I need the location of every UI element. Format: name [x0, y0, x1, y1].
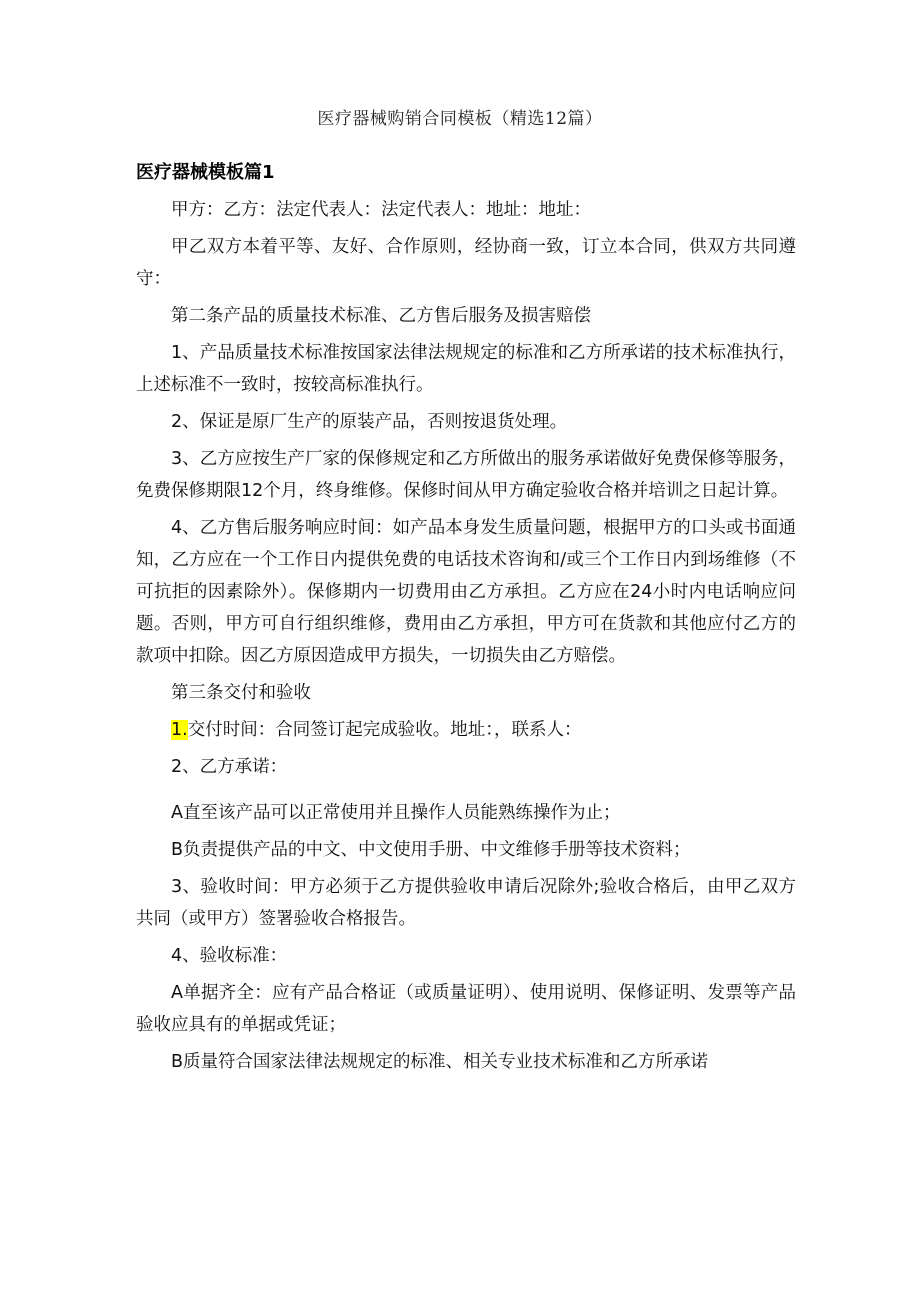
paragraph-standard-b: B质量符合国家法律法规规定的标准、相关专业技术标准和乙方所承诺 — [171, 1052, 709, 1072]
paragraph-article-3-heading: 第三条交付和验收 — [171, 683, 311, 703]
paragraph-article-2-heading: 第二条产品的质量技术标准、乙方售后服务及损害赔偿 — [171, 306, 591, 326]
paragraph-preamble: 甲乙双方本着平等、友好、合作原则，经协商一致，订立本合同，供双方共同遵守： — [136, 237, 796, 289]
paragraph-acceptance-standard: 4、验收标准： — [171, 946, 288, 966]
paragraph-promise-a: A直至该产品可以正常使用并且操作人员能熟练操作为止； — [171, 803, 621, 823]
paragraph-promise-b: B负责提供产品的中文、中文使用手册、中文维修手册等技术资料； — [171, 840, 691, 860]
delivery-time-text: 交付时间：合同签订起完成验收。地址：，联系人： — [187, 720, 582, 740]
paragraph-standard-a: A单据齐全：应有产品合格证（或质量证明）、使用说明、保修证明、发票等产品验收应具有的单据或凭证； — [136, 983, 796, 1035]
paragraph-promise-heading: 2、乙方承诺： — [171, 757, 288, 777]
paragraph-item-1: 1、产品质量技术标准按国家法律法规规定的标准和乙方所承诺的技术标准执行，上述标准不一致时，按较高标准执行。 — [136, 343, 796, 395]
paragraph-parties: 甲方：乙方：法定代表人：法定代表人：地址：地址： — [171, 200, 591, 220]
paragraph-item-3: 3、乙方应按生产厂家的保修规定和乙方所做出的服务承诺做好免费保修等服务，免费保修期限12个月，终身维修。保修时间从甲方确定验收合格并培训之日起计算。 — [136, 449, 796, 501]
section-heading: 医疗器械模板篇1 — [136, 162, 275, 183]
paragraph-acceptance-time: 3、验收时间：甲方必须于乙方提供验收申请后况除外;验收合格后，由甲乙双方共同（或甲方）签署验收合格报告。 — [136, 877, 796, 929]
paragraph-item-4: 4、乙方售后服务响应时间：如产品本身发生质量问题，根据甲方的口头或书面通知，乙方应在一个工作日内提供免费的电话技术咨询和/或三个工作日内到场维修（不可抗拒的因素除外）。保修期内一切费用由乙方承担。乙方应在24小时内电话响应问题。否则，甲方可自行组织维修，费用由乙方承担，甲方可在货款和其他应付乙方的款项中扣除。因乙方原因造成甲方损失，一切损失由乙方赔偿。 — [136, 518, 796, 666]
paragraph-delivery-time — [136, 714, 796, 746]
document-body — [136, 194, 796, 1083]
document-title: 医疗器械购销合同模板（精选12篇） — [317, 109, 603, 129]
highlighted-item-number: 1. — [171, 720, 188, 740]
paragraph-item-2: 2、保证是原厂生产的原装产品，否则按退货处理。 — [171, 412, 568, 432]
